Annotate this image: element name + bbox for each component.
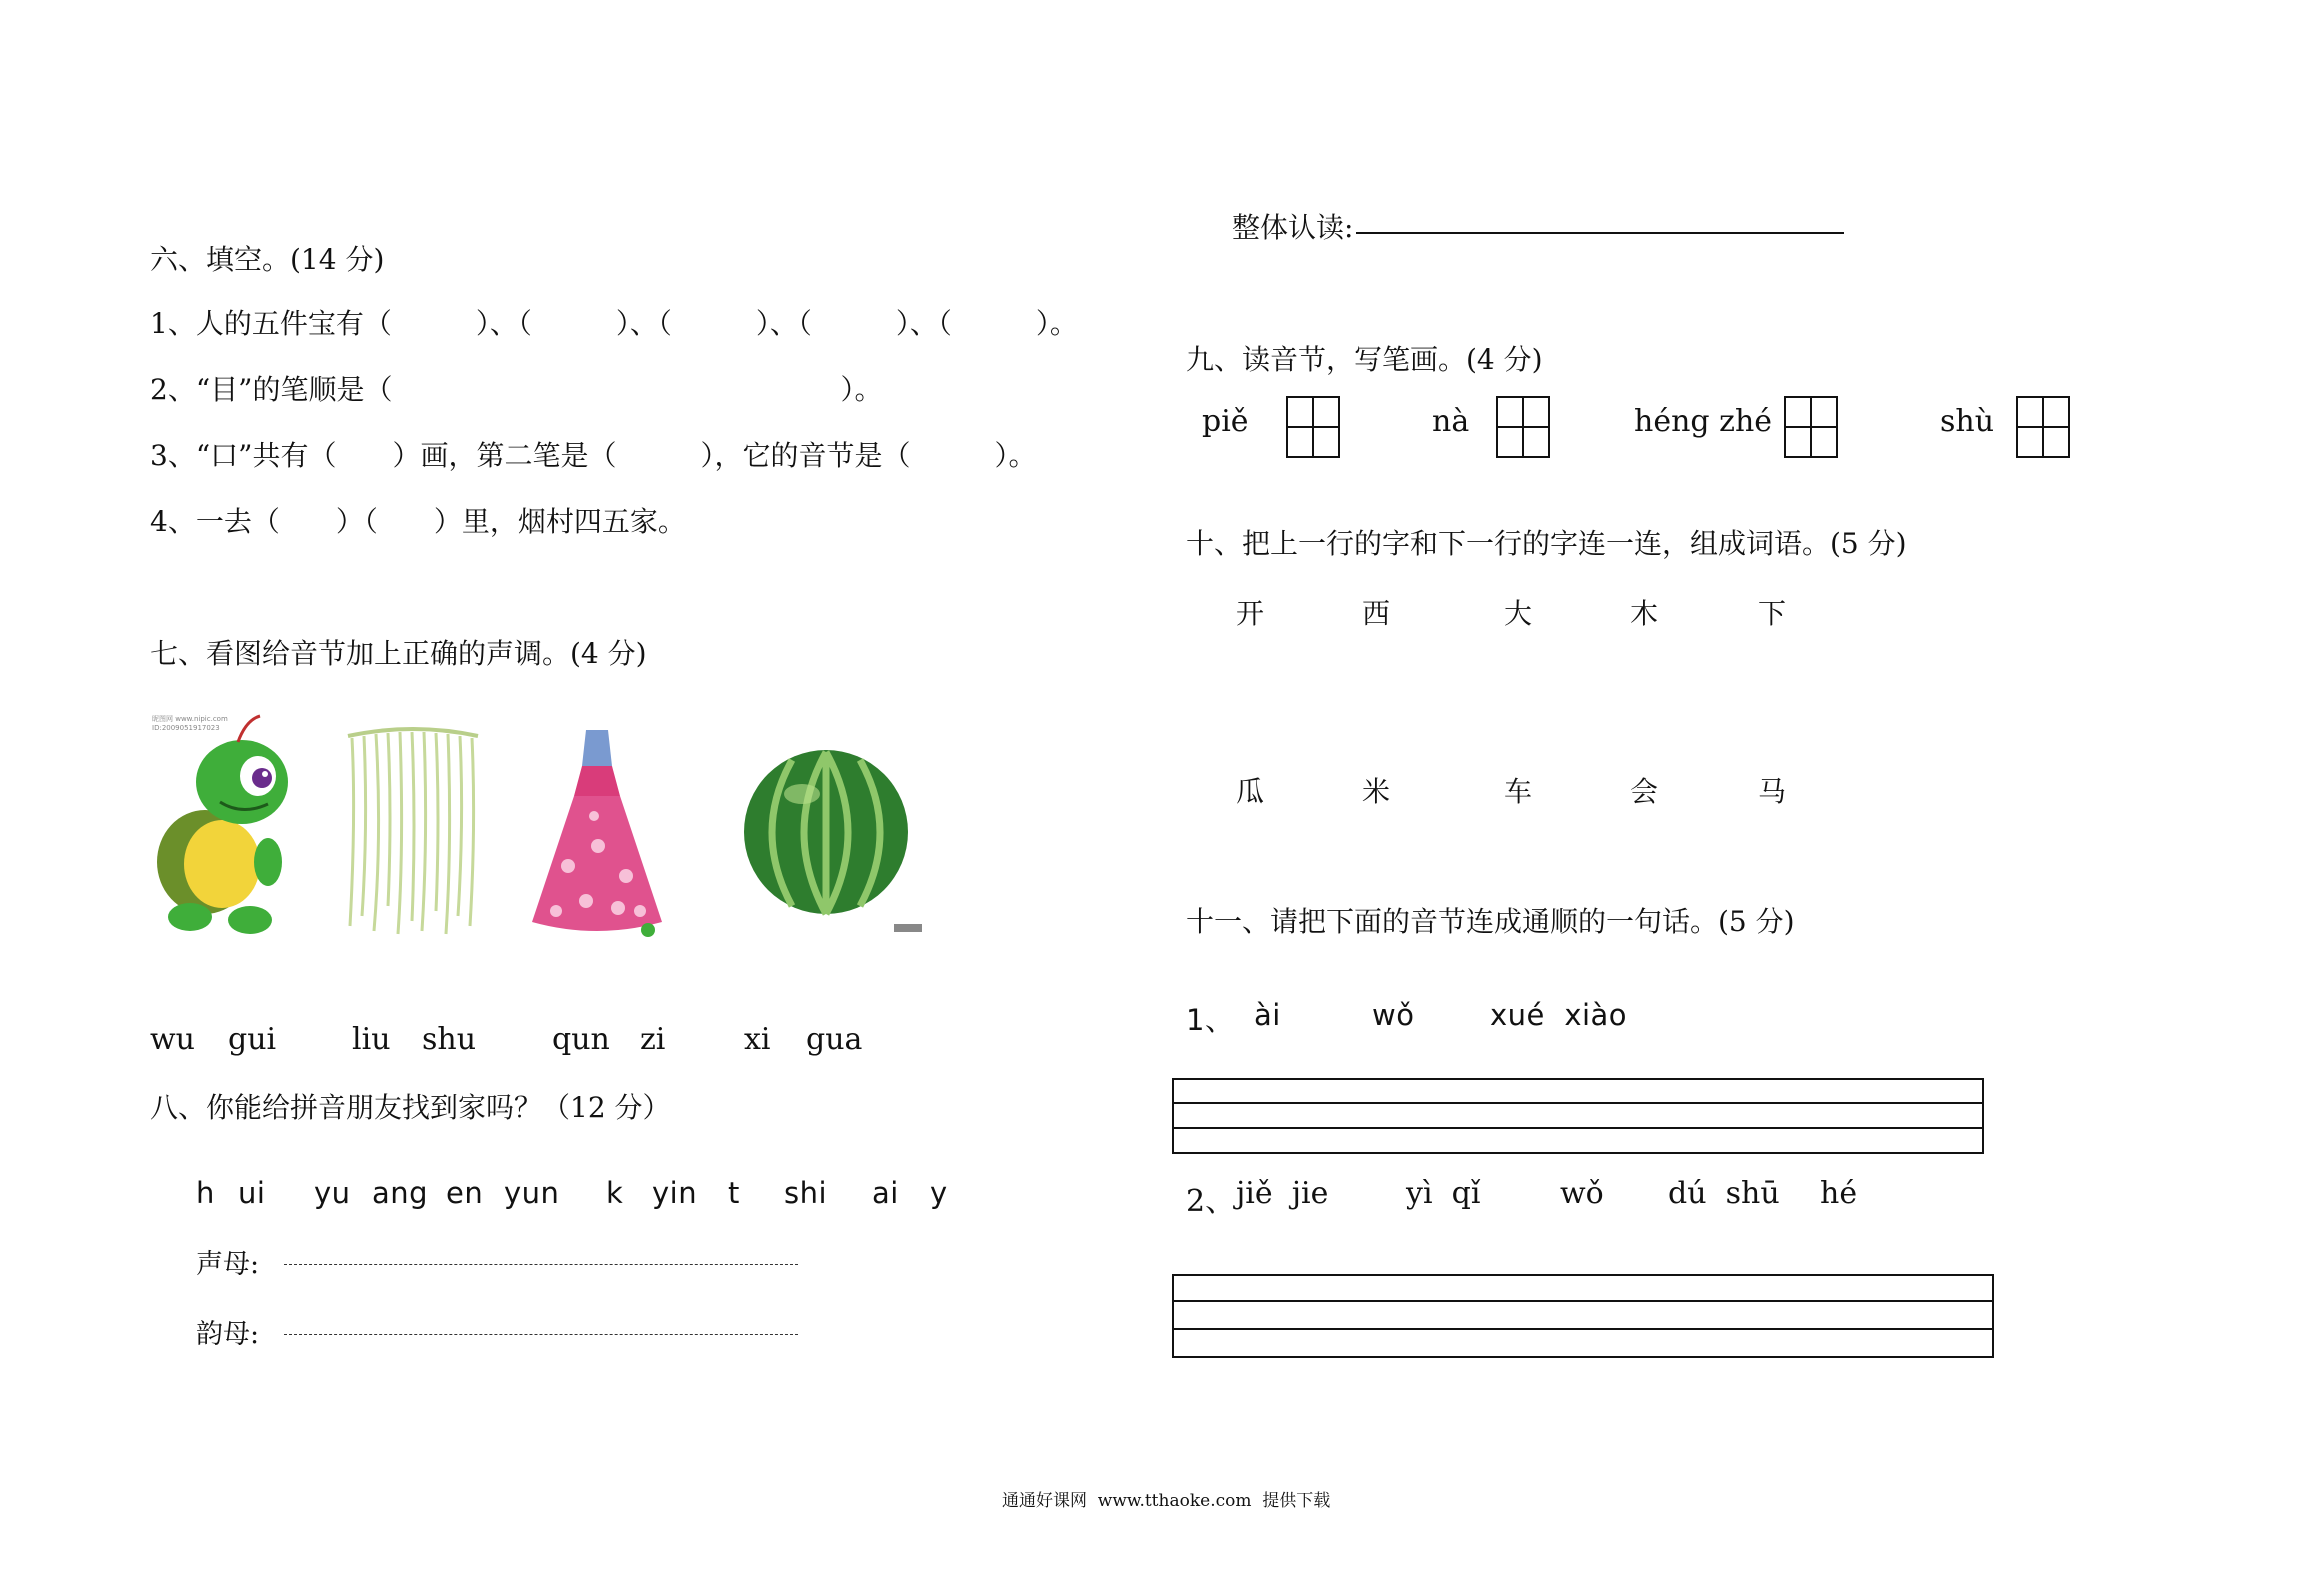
- top-char-mu[interactable]: 木: [1630, 597, 1659, 630]
- turtle-picture: [150, 712, 300, 940]
- yunmu-label: 韵母:: [196, 1319, 260, 1350]
- stroke-box-na[interactable]: [1496, 396, 1550, 458]
- pinyin-watermelon-gua: gua: [806, 1022, 863, 1057]
- section-11-title: 十一、请把下面的音节连成通顺的一句话。(5 分): [1186, 905, 1795, 938]
- zhengti-answer-line[interactable]: [1356, 232, 1844, 234]
- question-6-2: 2、“目”的笔顺是（ ）。: [150, 373, 883, 406]
- top-char-xi[interactable]: 西: [1362, 597, 1391, 630]
- top-char-xia[interactable]: 下: [1758, 597, 1787, 630]
- bottom-char-hui[interactable]: 会: [1630, 775, 1659, 808]
- letter-ang: ang: [372, 1176, 429, 1210]
- yunmu-answer-line[interactable]: [284, 1334, 798, 1335]
- letter-ui: ui: [238, 1176, 266, 1210]
- bottom-char-gua[interactable]: 瓜: [1236, 775, 1265, 808]
- letter-en: en: [446, 1176, 484, 1210]
- q11-2-dushu: dú shū: [1668, 1176, 1780, 1211]
- letter-h: h: [196, 1176, 215, 1210]
- section-6-title: 六、填空。(14 分): [150, 243, 385, 276]
- top-char-kai[interactable]: 开: [1236, 597, 1265, 630]
- shengmu-label: 声母:: [196, 1249, 260, 1280]
- bottom-char-che[interactable]: 车: [1504, 775, 1533, 808]
- letter-t: t: [728, 1176, 740, 1210]
- pinyin-willow-liu: liu: [352, 1022, 391, 1057]
- letter-shi: shi: [784, 1176, 828, 1210]
- letter-k: k: [606, 1176, 624, 1210]
- watermark-line-2: ID:2009051917023: [152, 724, 220, 732]
- section-7-title: 七、看图给音节加上正确的声调。(4 分): [150, 637, 647, 670]
- stroke-box-heng-zhe[interactable]: [1784, 396, 1838, 458]
- q11-2-he: hé: [1820, 1176, 1858, 1211]
- watermelon-picture: [722, 724, 928, 942]
- section-8-title: 八、你能给拼音朋友找到家吗？（12 分）: [150, 1091, 671, 1124]
- section-10-title: 十、把上一行的字和下一行的字连一连，组成词语。(5 分): [1186, 527, 1907, 560]
- watermark-line-1: 昵图网 www.nipic.com: [152, 715, 228, 723]
- letter-y: y: [930, 1176, 948, 1210]
- q11-1-number: 1、: [1186, 1003, 1235, 1037]
- pinyin-turtle-gui: gui: [228, 1022, 277, 1057]
- pinyin-willow-shu: shu: [422, 1022, 477, 1057]
- syllable-pie: piě: [1202, 404, 1249, 439]
- question-6-4: 4、一去（ ）（ ）里，烟村四五家。: [150, 505, 686, 538]
- bottom-char-mi[interactable]: 米: [1362, 775, 1391, 808]
- pinyin-watermelon-xi: xi: [744, 1022, 771, 1057]
- letter-ai: ai: [872, 1176, 899, 1210]
- letter-yun: yun: [504, 1176, 560, 1210]
- pinyin-skirt-zi: zi: [640, 1022, 666, 1057]
- q11-1-ai: ài: [1254, 998, 1281, 1032]
- q11-1-xuexiao: xué xiào: [1490, 998, 1628, 1032]
- stroke-box-shu[interactable]: [2016, 396, 2070, 458]
- bottom-char-ma[interactable]: 马: [1758, 775, 1787, 808]
- page-footer: 通通好课网 www.tthaoke.com 提供下载: [1002, 1491, 1331, 1511]
- stroke-box-pie[interactable]: [1286, 396, 1340, 458]
- skirt-picture: [528, 726, 666, 938]
- question-6-1: 1、人的五件宝有（ ）、（ ）、（ ）、（ ）、（ ）。: [150, 307, 1078, 340]
- q11-1-wo: wǒ: [1372, 998, 1415, 1032]
- letter-yu: yu: [314, 1176, 351, 1210]
- q11-2-wo: wǒ: [1560, 1176, 1604, 1211]
- shengmu-answer-line[interactable]: [284, 1264, 798, 1265]
- zhengti-label: 整体认读:: [1232, 211, 1354, 244]
- willow-picture: [338, 726, 488, 938]
- pinyin-skirt-qun: qun: [552, 1022, 610, 1057]
- syllable-na: nà: [1432, 404, 1470, 439]
- letter-yin: yin: [652, 1176, 698, 1210]
- q11-2-number: 2、: [1186, 1184, 1236, 1219]
- syllable-heng-zhe: héng zhé: [1634, 404, 1773, 439]
- top-char-da[interactable]: 大: [1504, 597, 1533, 630]
- question-6-3: 3、“口”共有（ ）画，第二笔是（ ），它的音节是（ ）。: [150, 439, 1037, 472]
- answer-lines-q11-1[interactable]: [1172, 1078, 1984, 1154]
- answer-lines-q11-2[interactable]: [1172, 1274, 1994, 1358]
- pinyin-turtle-wu: wu: [150, 1022, 195, 1057]
- q11-2-yiqi: yì qǐ: [1406, 1176, 1481, 1211]
- section-9-title: 九、读音节，写笔画。(4 分): [1186, 343, 1543, 376]
- syllable-shu: shù: [1940, 404, 1995, 439]
- q11-2-jiejie: jiě jie: [1236, 1176, 1329, 1211]
